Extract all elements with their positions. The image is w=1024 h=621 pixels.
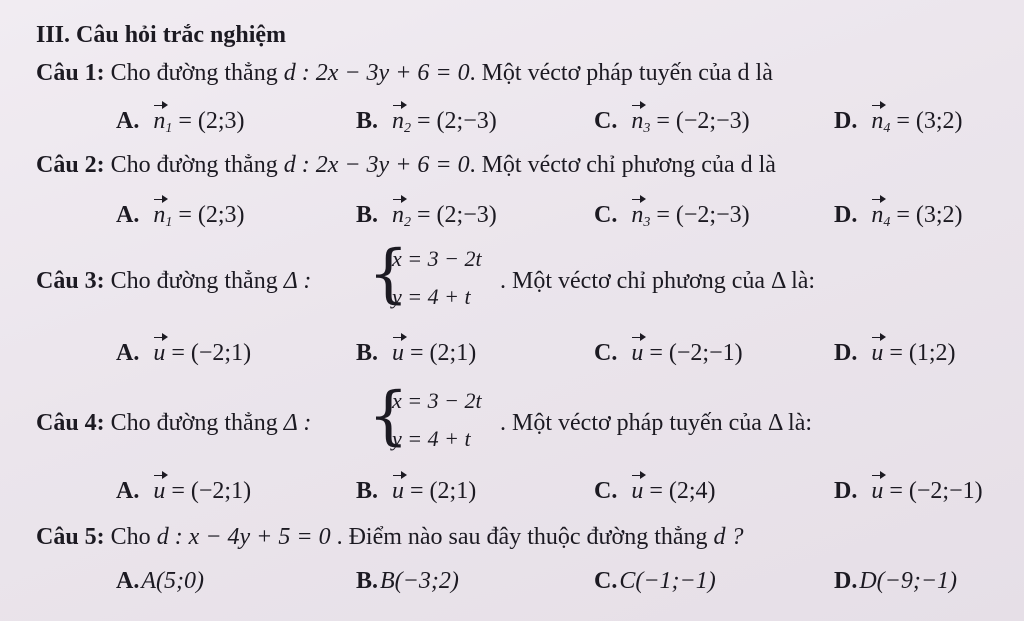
question-number: Câu 5:: [36, 524, 105, 550]
question-text-mid: . Điểm nào sau đây thuộc đường thẳng: [336, 524, 708, 550]
q1-option-a[interactable]: A. $n_1$ = (2;3): [116, 108, 245, 136]
line-name: d ?: [713, 524, 744, 550]
q2-option-a[interactable]: A. $n_1$ = (2;3): [116, 202, 245, 230]
system-brace: {: [368, 237, 409, 311]
q2-option-b[interactable]: B. $n_2$ = (2;−3): [356, 202, 497, 230]
question-text: Cho đường thẳng: [110, 152, 278, 178]
q3-option-d[interactable]: D. u = (1;2): [834, 340, 956, 366]
delta-label: Δ :: [283, 410, 312, 436]
system-eq-y: y = 4 + t: [392, 284, 471, 309]
question-text-end: . Một véctơ pháp tuyến của d là: [469, 60, 773, 86]
delta-label: Δ :: [283, 268, 312, 294]
question-number: Câu 2:: [36, 152, 105, 178]
q1-option-c[interactable]: C. $n_3$ = (−2;−3): [594, 108, 750, 136]
q4-option-d[interactable]: D. u = (−2;−1): [834, 478, 983, 504]
system-brace: {: [368, 379, 409, 453]
q3-option-a[interactable]: A. u = (−2;1): [116, 340, 252, 366]
question-text-end: . Một véctơ pháp tuyến của Δ là:: [500, 410, 813, 436]
q3-option-c[interactable]: C. u = (−2;−1): [594, 340, 743, 366]
question-1: [36, 58, 773, 88]
system-eq-x: x = 3 − 2t: [392, 388, 482, 413]
question-2: [36, 150, 776, 180]
question-text-end: . Một véctơ chỉ phương của d là: [469, 152, 776, 178]
q5-option-c[interactable]: C.C(−1;−1): [594, 568, 716, 594]
question-text: Cho: [110, 524, 151, 550]
question-5: [36, 522, 744, 552]
question-text-end: . Một véctơ chỉ phương của Δ là:: [500, 268, 816, 294]
section-heading: III. Câu hỏi trắc nghiệm: [36, 22, 287, 48]
q4-option-b[interactable]: B. u = (2;1): [356, 478, 477, 504]
question-text: Cho đường thẳng: [110, 410, 278, 436]
q5-option-d[interactable]: D.D(−9;−1): [834, 568, 958, 594]
q2-option-c[interactable]: C. $n_3$ = (−2;−3): [594, 202, 750, 230]
question-4: [36, 408, 311, 438]
question-number: Câu 3:: [36, 268, 105, 294]
question-text: Cho đường thẳng: [110, 60, 278, 86]
q4-option-c[interactable]: C. u = (2;4): [594, 478, 716, 504]
q4-option-a[interactable]: A. u = (−2;1): [116, 478, 252, 504]
system-eq-y: y = 4 + t: [392, 426, 471, 451]
line-equation: d : 2x − 3y + 6 = 0: [283, 152, 470, 178]
question-number: Câu 4:: [36, 410, 105, 436]
line-equation: d : x − 4y + 5 = 0: [156, 524, 331, 550]
q5-option-b[interactable]: B.B(−3;2): [356, 568, 459, 594]
q1-option-b[interactable]: B. $n_2$ = (2;−3): [356, 108, 497, 136]
line-equation: d : 2x − 3y + 6 = 0: [283, 60, 470, 86]
system-eq-x: x = 3 − 2t: [392, 246, 482, 271]
question-number: Câu 1:: [36, 60, 105, 86]
q5-option-a[interactable]: A.A(5;0): [116, 568, 204, 594]
q1-option-d[interactable]: D. $n_4$ = (3;2): [834, 108, 963, 136]
q3-option-b[interactable]: B. u = (2;1): [356, 340, 477, 366]
question-3: [36, 266, 311, 296]
question-text: Cho đường thẳng: [110, 268, 278, 294]
q2-option-d[interactable]: D. $n_4$ = (3;2): [834, 202, 963, 230]
